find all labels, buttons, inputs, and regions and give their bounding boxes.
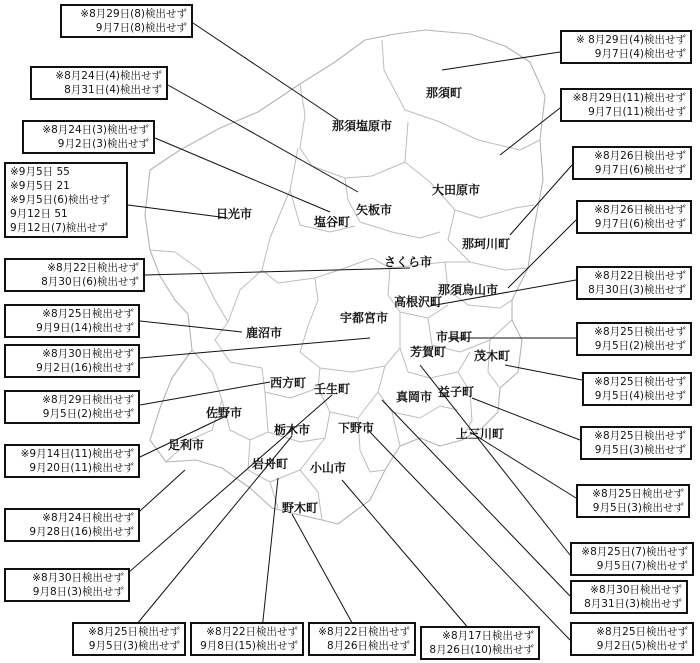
note-line: 9月9日(14)検出せず [36, 322, 134, 334]
note-line: 8月30日(6)検出せず [41, 276, 139, 288]
note-line: ※ 8月29日(4)検出せず [575, 34, 686, 46]
note-line: 8月26日(10)検出せず [429, 644, 534, 656]
note-line: ※8月24日(4)検出せず [55, 70, 162, 82]
note-line: ※8月22日検出せず [318, 626, 410, 638]
note-line: ※8月25日検出せず [594, 326, 686, 338]
note-line: ※8月30日検出せず [32, 572, 124, 584]
note-line: ※8月24日検出せず [42, 512, 134, 524]
label-utsunomiya: 宇都宮市 [340, 311, 389, 325]
note-line: 9月12日(7)検出せず [10, 222, 108, 234]
label-takanezawa: 高根沢町 [394, 295, 443, 309]
label-sano: 佐野市 [206, 406, 243, 420]
note-ashikaga [4, 444, 140, 478]
label-otawara: 大田原市 [432, 183, 481, 197]
note-shimotsuke [570, 622, 694, 656]
note-line: ※9月5日 21 [10, 180, 70, 192]
label-ichikai: 市貝町 [436, 330, 473, 344]
note-takanezawa [576, 266, 692, 300]
note-line: ※8月25日検出せず [596, 626, 688, 638]
note-line: 9月8日(3)検出せず [32, 586, 124, 598]
note-line: ※8月30日検出せず [590, 584, 682, 596]
note-line: 9月2日(16)検出せず [36, 362, 134, 374]
note-line: 9月5日(7)検出せず [596, 560, 688, 572]
note-line: ※8月22日検出せず [594, 270, 686, 282]
label-oyama: 小山市 [310, 461, 347, 475]
note-line: 9月7日(6)検出せず [594, 164, 686, 176]
note-line: 9月5日(2)検出せず [42, 408, 134, 420]
note-kanuma [4, 304, 140, 338]
note-kaminokawa [576, 484, 690, 518]
note-moka [570, 580, 688, 614]
note-line: ※8月24日(3)検出せず [42, 124, 149, 136]
note-line: ※9月14日(11)検出せず [20, 448, 134, 460]
label-shioya: 塩谷町 [314, 215, 351, 229]
note-line: 9月12日 51 [10, 208, 68, 220]
note-line: ※8月25日検出せず [594, 430, 686, 442]
note-line: 9月5日(3)検出せず [88, 640, 180, 652]
note-iwafune [4, 568, 130, 602]
label-nogi: 野木町 [282, 501, 319, 515]
note-line: ※8月22日検出せず [206, 626, 298, 638]
note-line: ※8月26日検出せず [594, 150, 686, 162]
note-mashiko [580, 426, 692, 460]
label-kanuma: 鹿沼市 [246, 326, 283, 340]
note-line: ※8月25日検出せず [594, 376, 686, 388]
leader-nasushiobara [193, 23, 338, 120]
note-nasushiobara [60, 4, 193, 38]
label-nasu: 那須町 [426, 86, 463, 100]
label-yaita: 矢板市 [356, 203, 393, 217]
label-nikko: 日光市 [216, 207, 253, 221]
prefecture-outline [145, 30, 545, 524]
note-line: 9月5日(4)検出せず [594, 390, 686, 402]
note-line: 9月7日(8)検出せず [95, 22, 187, 34]
label-ashikaga: 足利市 [168, 438, 205, 452]
note-line: 9月8日(15)検出せず [200, 640, 298, 652]
note-line: ※8月26日検出せず [594, 204, 686, 216]
label-nasukarasuyama: 那須烏山市 [438, 283, 499, 297]
label-tochigi: 栃木市 [274, 423, 311, 437]
leader-nogi [292, 514, 356, 630]
note-nogi [308, 622, 416, 656]
note-nishikata [4, 390, 140, 424]
label-sakura: さくら市 [384, 255, 433, 269]
note-nasu [560, 30, 692, 64]
label-nishikata: 西方町 [270, 376, 307, 390]
note-line: 9月7日(11)検出せず [588, 106, 686, 118]
leader-shimotsuke [368, 430, 570, 640]
note-nasukarasuyama [576, 200, 692, 234]
note-otawara [560, 88, 692, 122]
note-line: 8月26日検出せず [326, 640, 410, 652]
note-motegi [582, 372, 692, 406]
label-shimotsuke: 下野市 [338, 421, 375, 435]
leader-kaminokawa [470, 432, 576, 498]
note-line: ※8月30日検出せず [42, 348, 134, 360]
note-line: 9月5日(2)検出せず [594, 340, 686, 352]
note-line: 9月5日(3)検出せず [594, 444, 686, 456]
note-line: ※8月29日検出せず [42, 394, 134, 406]
label-iwafune: 岩舟町 [252, 457, 289, 471]
note-line: ※8月29日(8)検出せず [80, 8, 187, 20]
note-line: 8月31日(3)検出せず [584, 598, 682, 610]
label-kaminokawa: 上三川町 [456, 427, 505, 441]
note-line: 9月7日(4)検出せず [594, 48, 686, 60]
note-line: ※8月17日検出せず [442, 630, 534, 642]
note-line: ※8月25日検出せず [42, 308, 134, 320]
leader-oyama [342, 480, 470, 630]
note-haga [570, 542, 694, 576]
note-utsunomiya [4, 344, 140, 378]
note-line: 9月7日(6)検出せず [594, 218, 686, 230]
label-motegi: 茂木町 [474, 349, 511, 363]
note-ichikai [576, 322, 692, 356]
note-line: ※8月29日(11)検出せず [572, 92, 686, 104]
note-sano [4, 508, 140, 542]
note-nakagawa [572, 146, 692, 180]
note-line: 9月20日(11)検出せず [29, 462, 134, 474]
note-sakura [4, 258, 145, 292]
label-mashiko: 益子町 [438, 385, 475, 399]
note-tochigi [72, 622, 186, 656]
note-line: ※8月25日検出せず [592, 488, 684, 500]
note-line: 9月5日(3)検出せず [592, 502, 684, 514]
note-line: 8月31日(4)検出せず [64, 84, 162, 96]
note-line: 9月2日(5)検出せず [596, 640, 688, 652]
note-line: ※9月5日 55 [10, 166, 70, 178]
note-line: 9月2日(3)検出せず [57, 138, 149, 150]
note-line: 8月30日(3)検出せず [588, 284, 686, 296]
note-line: ※8月25日(7)検出せず [581, 546, 688, 558]
note-line: ※8月22日検出せず [47, 262, 139, 274]
note-mibu [190, 622, 304, 656]
note-shioya [22, 120, 155, 154]
note-line: ※9月5日(6)検出せず [10, 194, 111, 206]
note-oyama [420, 626, 540, 660]
note-nikko [4, 162, 128, 238]
label-nakagawa: 那珂川町 [462, 237, 511, 251]
label-nasushiobara: 那須塩原市 [332, 119, 393, 133]
note-line: ※8月25日検出せず [88, 626, 180, 638]
label-mibu: 壬生町 [314, 382, 351, 396]
label-haga: 芳賀町 [410, 345, 447, 359]
note-line: 9月28日(16)検出せず [29, 526, 134, 538]
label-moka: 真岡市 [396, 390, 433, 404]
note-yaita [30, 66, 168, 100]
